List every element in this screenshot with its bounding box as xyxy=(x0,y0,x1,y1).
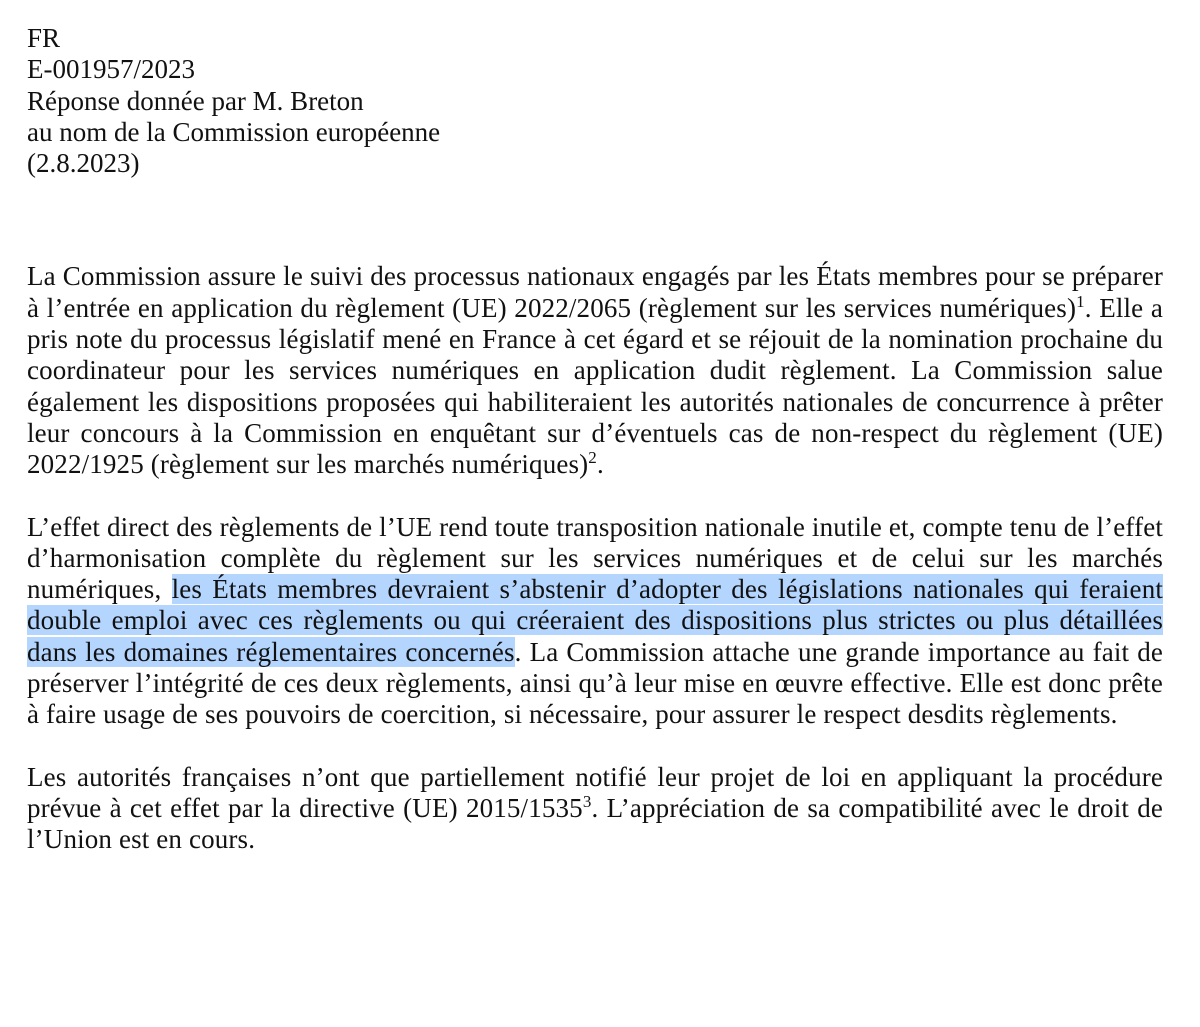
footnote-ref-3[interactable]: 3 xyxy=(582,791,592,811)
answer-author: Réponse donnée par M. Breton xyxy=(27,85,364,116)
paragraph-1-text-c: . xyxy=(596,449,604,480)
footnote-ref-1[interactable]: 1 xyxy=(1076,291,1085,311)
paragraph-1-text-a: La Commission assure le suivi des processus nationaux engagés par les États membres pour se préparer à l’entrée en application du règlement (UE) 2022/2065 (règlement sur les services numériques) xyxy=(27,261,1163,323)
paragraph-3-text-a: Les autorités françaises n’ont que partiellement notifié leur projet de loi en appliquant la procédure prévue à cet effet par la directive (UE) 2015/1535 xyxy=(27,761,1163,823)
language-code: FR xyxy=(27,23,61,53)
selected-text-highlight[interactable]: les États membres devraient s’abstenir d’adopter des législations nationales qui feraient double emploi avec ces règlements ou qui créeraient des dispositions plus strictes ou plus détaillées dans les domaines réglementaires concernés xyxy=(27,574,1163,667)
paragraph-1 xyxy=(27,261,1163,480)
paragraph-3 xyxy=(27,762,1163,856)
question-reference: E-001957/2023 xyxy=(27,54,195,85)
paragraph-1-text-b: . Elle a pris note du processus législatif mené en France à cet égard et se réjouit de la nomination prochaine du coordinateur pour les services numériques en application dudit règlement. La Commission salue également les dispositions proposées qui habiliteraient les autorités nationales de concurrence à prêter leur concours à la Commission en enquêtant sur d’éventuels cas de non-respect du règlement (UE) 2022/1925 (règlement sur les marchés numériques) xyxy=(27,292,1163,480)
footnote-ref-2[interactable]: 2 xyxy=(588,448,597,468)
paragraph-2 xyxy=(27,512,1163,731)
document-header xyxy=(27,23,1163,179)
paragraph-2-text-a: L’effet direct des règlements de l’UE rend toute transposition nationale inutile et, compte tenu de l’effet d’harmonisation complète du règlement sur les services numériques et de celui sur les marchés numériques, xyxy=(27,511,1163,605)
answer-date: (2.8.2023) xyxy=(27,148,140,179)
on-behalf-of: au nom de la Commission européenne xyxy=(27,116,441,147)
paragraph-2-text-b: . La Commission attache une grande importance au fait de préserver l’intégrité de ces deux règlements, ainsi qu’à leur mise en œuvre effective. Elle est donc prête à faire usage de ses pouvoirs de coercition, si nécessaire, pour assurer le respect desdits règlements. xyxy=(27,636,1163,730)
paragraph-3-text-b: . L’appréciation de sa compatibilité avec le droit de l’Union est en cours. xyxy=(27,792,1163,855)
